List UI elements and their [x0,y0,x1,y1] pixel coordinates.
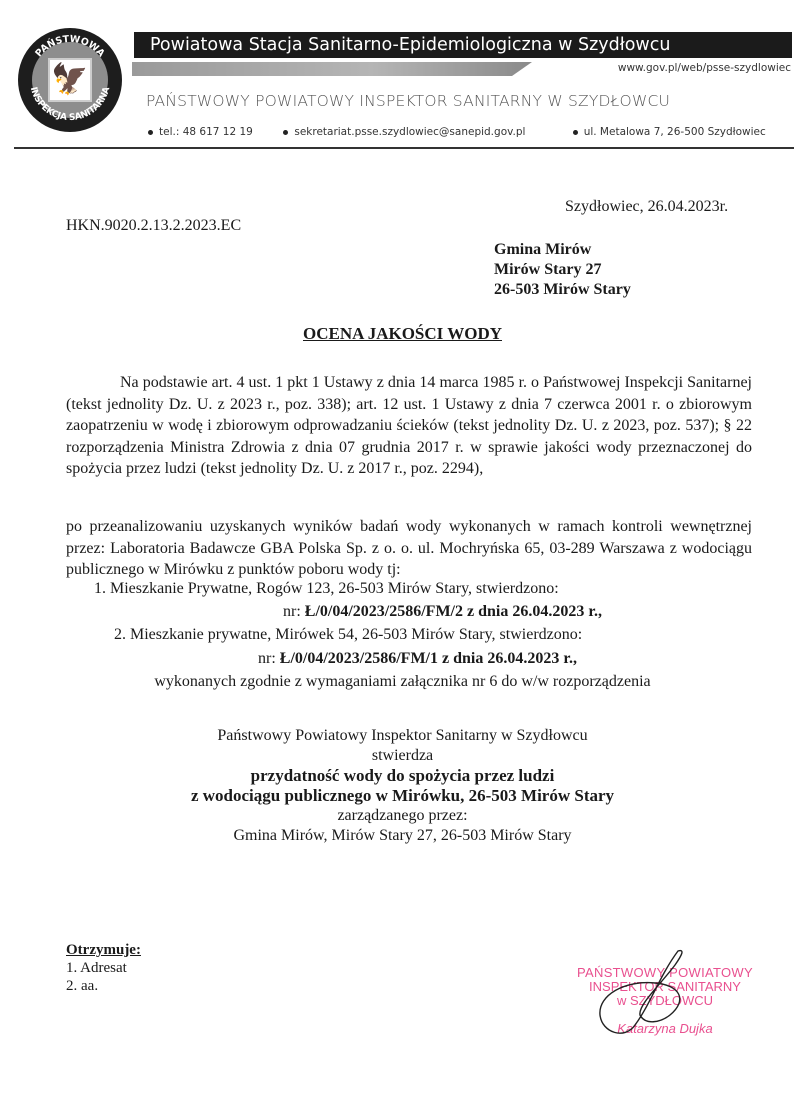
recipient-address: Gmina Mirów Mirów Stary 27 26-503 Mirów Stary [494,241,631,298]
contact-line [148,126,766,138]
sampling-point-1: 1. Mieszkanie Prywatne, Rogów 123, 26-503 Mirów Stary, stwierdzono: [94,580,559,597]
bullet-icon [148,130,153,135]
svg-text:INSPEKCJA SANITARNA: INSPEKCJA SANITARNA [27,85,113,124]
phone-contact: tel.: 48 617 12 19 [148,126,280,138]
eagle-emblem-icon: 🦅 [51,62,89,97]
list-item: 1. Adresat [66,960,127,976]
logo-ring-text [18,28,122,132]
conclusion-water-supply: z wodociągu publicznego w Mirówku, 26-503 Mirów Stary [190,786,615,805]
email-contact[interactable]: sekretariat.psse.szydlowiec@sanepid.gov.pl [283,126,569,138]
recipients-list: Otrzymuje: 1. Adresat 2. aa. [66,942,141,994]
sampling-point-1-report: nr: Ł/0/04/2023/2586/FM/2 z dnia 26.04.2023 r., [283,603,602,620]
header-divider [14,147,794,149]
place-date: Szydłowiec, 26.04.2023r. [565,198,729,215]
header-grey-stripe [132,62,532,76]
sanitary-inspection-logo [18,28,122,132]
document-title: OCENA JAKOŚCI WODY [303,324,502,343]
institution-name: Powiatowa Stacja Sanitarno-Epidemiologiczna w Szydłowcu [150,35,671,55]
reference-number: HKN.9020.2.13.2.2023.EC [66,217,242,234]
conclusion-block: Państwowy Powiatowy Inspektor Sanitarny w Szydłowcu stwierdza przydatność wody do spożycia przez ludzi z wodociągu publicznego w Mirówku, 26-503 Mirów Stary zarządzanego przez: Gmina Mirów, Mirów Stary 27, 26-503 Mirów Stary [0,726,805,846]
analysis-paragraph: po przeanalizowaniu uzyskanych wyników badań wody wykonanych w ramach kontroli wewnętrznej przez: Laboratoria Badawcze GBA Polska Sp. z o. o. ul. Mochryńska 65, 03-289 Warszawa z wodociągu publicznego w Mirówku z punktów poboru wody tj: [66,518,752,578]
sampling-point-2-report: nr: Ł/0/04/2023/2586/FM/1 z dnia 26.04.2023 r., [258,650,577,667]
inspector-title: PAŃSTWOWY POWIATOWY INSPEKTOR SANITARNY W SZYDŁOWCU [146,92,671,110]
handwritten-signature-icon [590,945,720,1045]
compliance-note: wykonanych zgodnie z wymaganiami załącznika nr 6 do w/w rozporządzenia [154,673,651,690]
conclusion-verdict: przydatność wody do spożycia przez ludzi [250,766,555,785]
address-contact: ul. Metalowa 7, 26-500 Szydłowiec [573,126,766,138]
bullet-icon [573,130,578,135]
legal-basis-paragraph: Na podstawie art. 4 ust. 1 pkt 1 Ustawy z dnia 14 marca 1985 r. o Państwowej Inspekcji Sanitarnej (tekst jednolity Dz. U. z 2023 r., poz. 338); art. 12 ust. 1 Ustawy z dnia 7 czerwca 2001 r. o zbiorowym zaopatrzeniu w wodę i zbiorowym odprowadzaniu ścieków (tekst jednolity Dz. U. z 2023, poz. 537); § 22 rozporządzenia Ministra Zdrowia z dnia 07 grudnia 2017 r. w sprawie jakości wody przeznaczonej do spożycia przez ludzi (tekst jednolity Dz. U. z 2017 r., poz. 2294), [66,374,752,477]
bullet-icon [283,130,288,135]
website-link[interactable]: www.gov.pl/web/psse-szydlowiec [617,62,791,74]
signatory-name: Katarzyna Dujka [617,1021,713,1036]
sampling-point-2: 2. Mieszkanie prywatne, Mirówek 54, 26-503 Mirów Stary, stwierdzono: [114,626,583,643]
list-item: 2. aa. [66,978,99,994]
svg-text:PAŃSTWOWA: PAŃSTWOWA [33,33,107,60]
official-stamp: PAŃSTWOWY POWIATOWY INSPEKTOR SANITARNY w SZYDŁOWCU Katarzyna Dujka [565,966,765,1036]
